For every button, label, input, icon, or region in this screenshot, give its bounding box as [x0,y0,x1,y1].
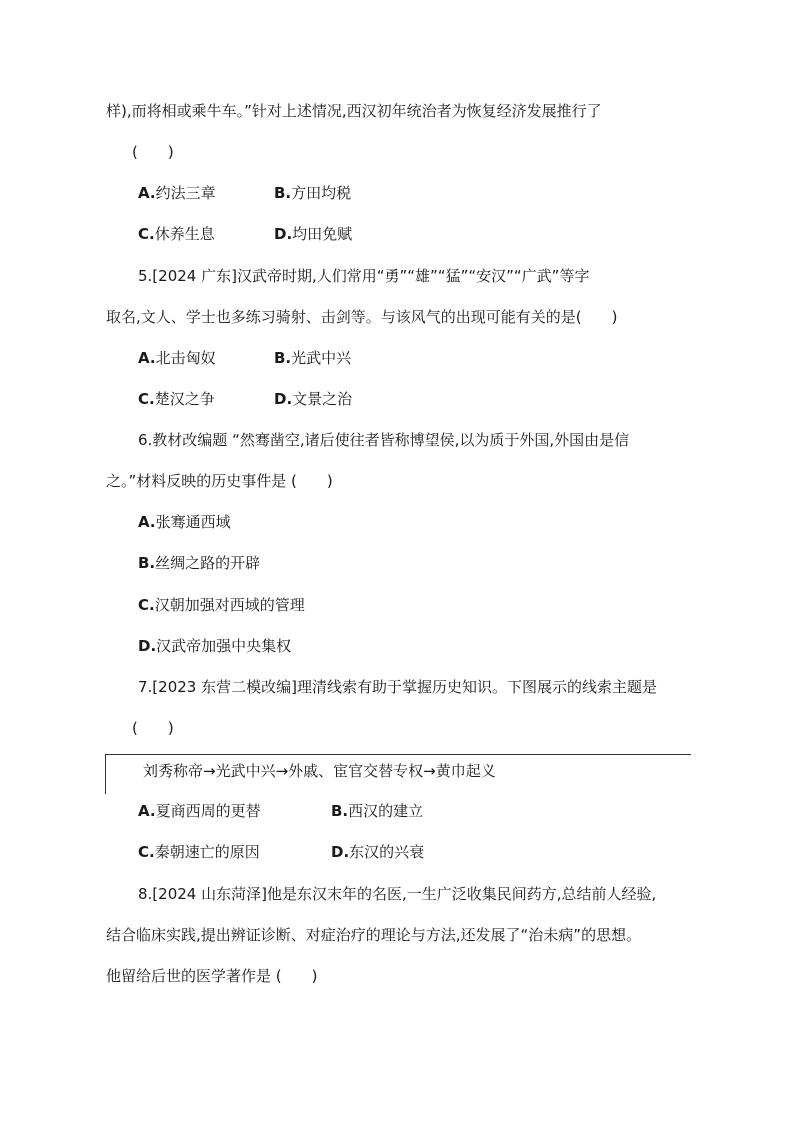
q4-answer-bracket: ( ) [132,143,174,161]
option-text: 北击匈奴 [155,349,216,367]
q7-answer-bracket: ( ) [132,719,174,737]
q5-option-c[interactable] [138,389,215,409]
option-text: 休养生息 [154,225,215,243]
option-text: 方田均税 [291,184,352,202]
q6-stem-line-1: 6.教材改编题 “然骞凿空,诸后使往者皆称博望侯,以为质于外国,外国由是信 [138,431,630,449]
q7-clue-text: 刘秀称帝→光武中兴→外戚、宦官交替专权→黄巾起义 [143,762,496,780]
q6-option-d[interactable] [138,636,291,656]
option-letter: D. [274,390,293,408]
q7-clue-box [105,754,691,794]
option-text: 文景之治 [292,390,353,408]
option-letter: D. [274,225,293,243]
option-text: 夏商西周的更替 [155,802,261,820]
q6-stem-line-2: 之。”材料反映的历史事件是 ( ) [106,472,333,490]
q7-option-a[interactable] [138,801,261,821]
option-letter: B. [274,349,292,367]
option-letter: D. [331,843,350,861]
option-text: 均田免赋 [292,225,353,243]
option-text: 丝绸之路的开辟 [155,554,261,572]
q4-stem-line: 样),而将相或乘牛车。”针对上述情况,西汉初年统治者为恢复经济发展推行了 [106,102,602,120]
option-letter: B. [138,554,156,572]
option-text: 东汉的兴衰 [349,843,425,861]
option-text: 秦朝速亡的原因 [154,843,260,861]
option-text: 汉朝加强对西域的管理 [154,596,305,614]
q6-option-c[interactable] [138,595,305,615]
q6-option-a[interactable] [138,512,231,532]
q4-option-a[interactable] [138,183,216,203]
option-letter: C. [138,843,155,861]
q4-option-c[interactable] [138,224,215,244]
option-text: 汉武帝加强中央集权 [156,637,292,655]
q8-stem-line-3: 他留给后世的医学著作是 ( ) [106,967,318,985]
q7-option-d[interactable] [331,842,424,862]
option-letter: A. [138,184,156,202]
option-text: 楚汉之争 [154,390,215,408]
option-letter: B. [331,802,349,820]
q7-option-b[interactable] [331,801,423,821]
q5-option-a[interactable] [138,348,216,368]
option-letter: A. [138,349,156,367]
option-letter: C. [138,596,155,614]
option-letter: A. [138,513,156,531]
option-letter: C. [138,225,155,243]
q4-option-b[interactable] [274,183,351,203]
q5-option-d[interactable] [274,389,352,409]
q8-stem-line-1: 8.[2024 山东菏泽]他是东汉末年的名医,一生广泛收集民间药方,总结前人经验, [138,885,657,903]
option-letter: D. [138,637,157,655]
q4-option-d[interactable] [274,224,352,244]
option-letter: C. [138,390,155,408]
q5-stem-line-2: 取名,文人、学士也多练习骑射、击剑等。与该风气的出现可能有关的是( ) [106,308,618,326]
q5-stem-line-1: 5.[2024 广东]汉武帝时期,人们常用“勇”“雄”“猛”“安汉”“广武”等字 [138,267,590,285]
q7-option-c[interactable] [138,842,260,862]
option-letter: B. [274,184,292,202]
option-text: 约法三章 [155,184,216,202]
option-text: 张骞通西域 [155,513,231,531]
option-text: 西汉的建立 [348,802,424,820]
option-letter: A. [138,802,156,820]
option-text: 光武中兴 [291,349,352,367]
q7-stem-line: 7.[2023 东营二模改编]理清线索有助于掌握历史知识。下图展示的线索主题是 [138,678,657,696]
q6-option-b[interactable] [138,553,260,573]
q5-option-b[interactable] [274,348,351,368]
q8-stem-line-2: 结合临床实践,提出辨证诊断、对症治疗的理论与方法,还发展了“治未病”的思想。 [106,926,642,944]
